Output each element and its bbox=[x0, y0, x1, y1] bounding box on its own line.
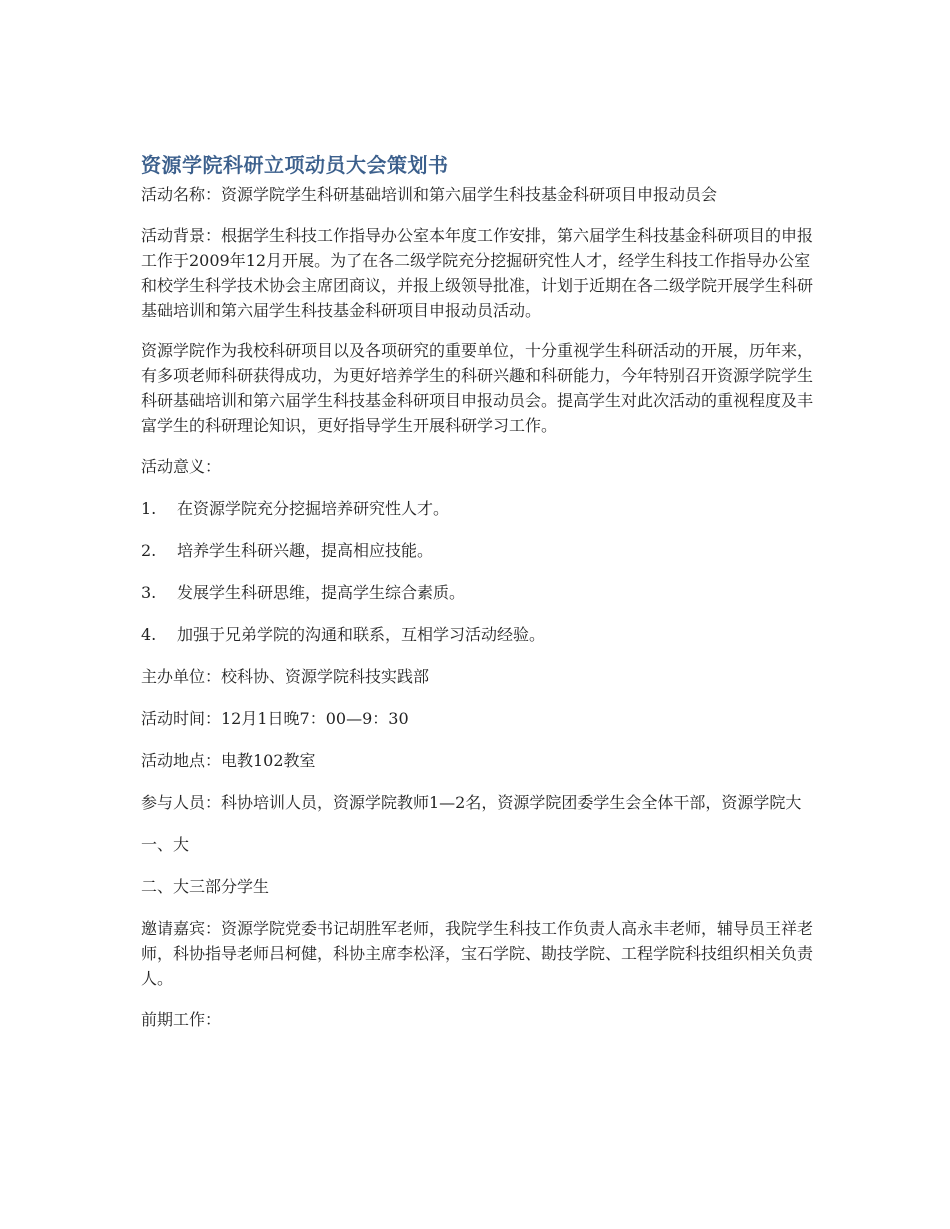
section-two: 二、大三部分学生 bbox=[141, 877, 270, 896]
significance-label: 活动意义： bbox=[141, 457, 222, 476]
list-item bbox=[141, 538, 813, 563]
list-item-number: 3. bbox=[141, 583, 157, 602]
list-item-number: 2. bbox=[141, 541, 157, 560]
list-item-number: 1. bbox=[141, 499, 157, 518]
list-item bbox=[141, 496, 813, 521]
list-item-text: 加强于兄弟学院的沟通和联系，互相学习活动经验。 bbox=[177, 625, 546, 644]
organizer: 主办单位：校科协、资源学院科技实践部 bbox=[141, 667, 430, 686]
preparation-label: 前期工作： bbox=[141, 1010, 222, 1029]
list-item bbox=[141, 580, 813, 605]
activity-background: 活动背景：根据学生科技工作指导办公室本年度工作安排，第六届学生科技基金科研项目的申报工作于2009年12月开展。为了在各二级学院充分挖掘研究性人才，经学生科技工作指导办公室和校学生科学技术协会主席团商议，并报上级领导批准，计划于近期在各二级学院开展学生科研基础培训和第六届学生科技基金科研项目申报动员活动。 bbox=[141, 226, 814, 320]
list-item-number: 4. bbox=[141, 625, 157, 644]
participants: 参与人员：科协培训人员，资源学院教师1—2名，资源学院团委学生会全体干部，资源学院大 bbox=[141, 793, 802, 812]
invited-guests: 邀请嘉宾：资源学院党委书记胡胜军老师，我院学生科技工作负责人高永丰老师，辅导员王祥老师，科协指导老师吕柯健，科协主席李松泽，宝石学院、勘技学院、工程学院科技组织相关负责人。 bbox=[141, 919, 814, 988]
list-item bbox=[141, 622, 813, 647]
list-item-text: 在资源学院充分挖掘培养研究性人才。 bbox=[177, 499, 450, 518]
document-title: 资源学院科研立项动员大会策划书 bbox=[141, 153, 449, 177]
list-item-text: 发展学生科研思维，提高学生综合素质。 bbox=[177, 583, 466, 602]
activity-time: 活动时间：12月1日晚7：00—9：30 bbox=[141, 709, 409, 728]
significance-list bbox=[141, 496, 813, 647]
list-item-text: 培养学生科研兴趣，提高相应技能。 bbox=[177, 541, 434, 560]
activity-location: 活动地点：电教102教室 bbox=[141, 751, 316, 770]
section-one: 一、大 bbox=[141, 835, 190, 854]
activity-intro: 资源学院作为我校科研项目以及各项研究的重要单位，十分重视学生科研活动的开展，历年来，有多项老师科研获得成功，为更好培养学生的科研兴趣和科研能力，今年特别召开资源学院学生科研基础培训和第六届学生科技基金科研项目申报动员会。提高学生对此次活动的重视程度及丰富学生的科研理论知识，更好指导学生开展科研学习工作。 bbox=[141, 341, 814, 435]
activity-name: 活动名称：资源学院学生科研基础培训和第六届学生科技基金科研项目申报动员会 bbox=[141, 185, 718, 204]
document-body bbox=[141, 151, 813, 1032]
